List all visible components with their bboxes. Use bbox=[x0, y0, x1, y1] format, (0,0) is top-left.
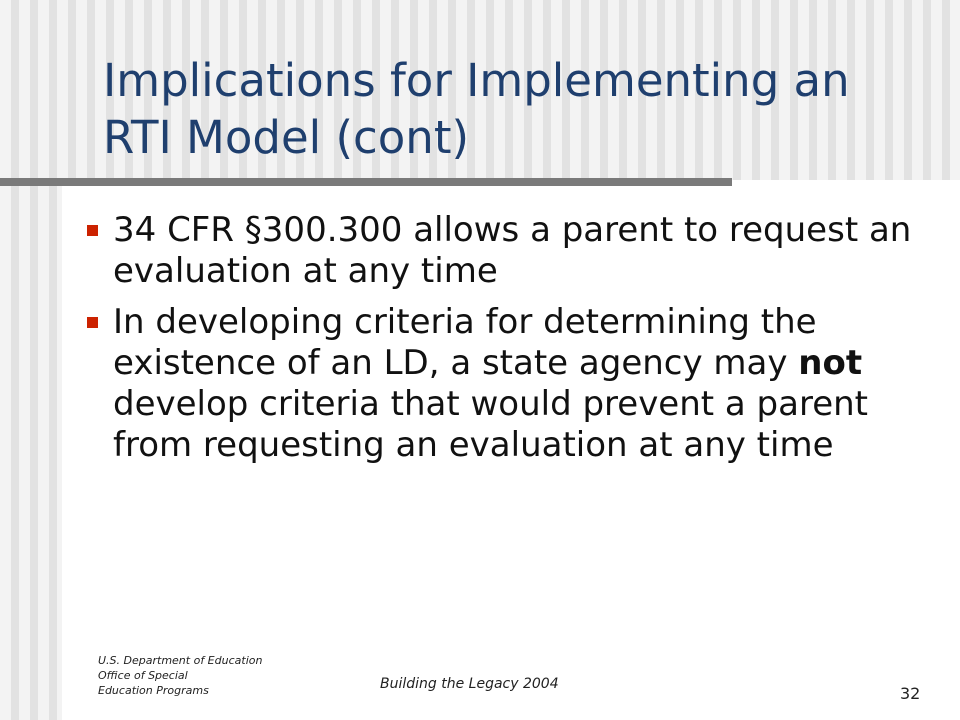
page-number: 32 bbox=[900, 684, 921, 703]
bullet-item-2 bbox=[83, 302, 933, 466]
bullet-text-before: In developing criteria for determining the existence of an LD, a state agency may bbox=[113, 302, 817, 383]
bullet-text-after: develop criteria that would prevent a parent from requesting an evaluation at any time bbox=[113, 384, 869, 465]
bullet-list bbox=[83, 210, 933, 476]
footer-org-line1: U.S. Department of Education bbox=[98, 654, 263, 667]
bullet-emphasis: not bbox=[798, 343, 863, 383]
footer-org-line3: Education Programs bbox=[98, 684, 209, 697]
bullet-item-1 bbox=[83, 210, 933, 292]
title-divider-rule bbox=[0, 178, 732, 186]
slide-title-line1: Implications for Implementing an bbox=[103, 54, 850, 107]
footer-org-line2: Office of Special bbox=[98, 669, 188, 682]
striped-left-margin bbox=[0, 180, 62, 720]
square-bullet-icon bbox=[87, 317, 98, 328]
footer-event-name: Building the Legacy 2004 bbox=[380, 676, 559, 692]
slide-title-line2: RTI Model (cont) bbox=[103, 111, 470, 164]
footer-organization bbox=[98, 653, 318, 698]
square-bullet-icon bbox=[87, 225, 98, 236]
bullet-text: 34 CFR §300.300 allows a parent to request an evaluation at any time bbox=[113, 210, 912, 291]
slide-title bbox=[103, 52, 933, 166]
